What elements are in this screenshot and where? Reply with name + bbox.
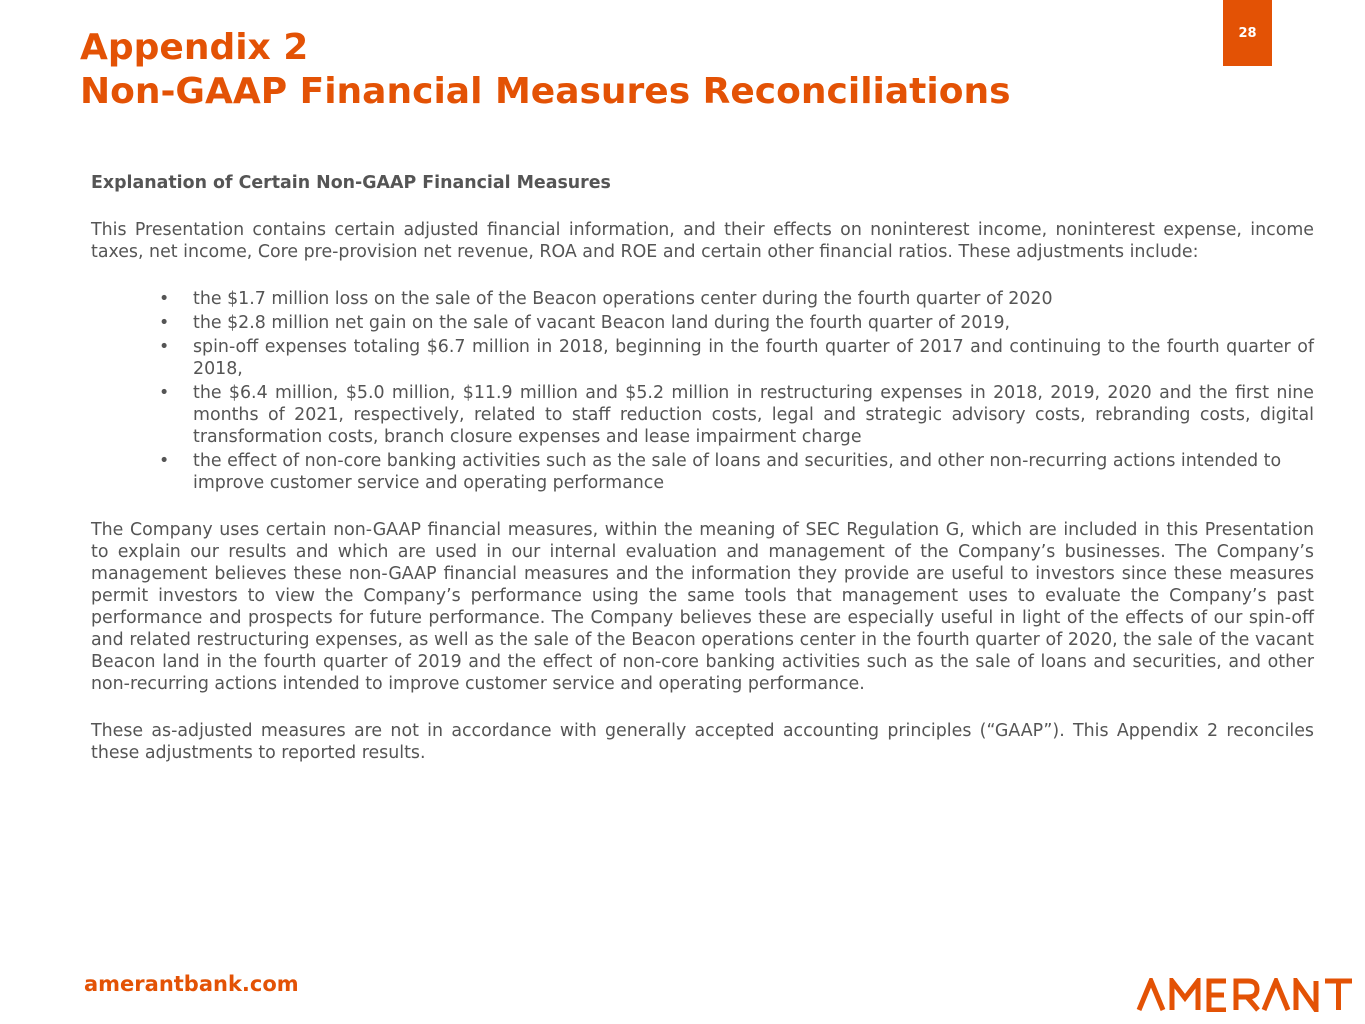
footer-website-link[interactable]: amerantbank.com: [84, 972, 299, 996]
list-item: • spin-off expenses totaling $6.7 million in 2018, beginning in the fourth quarter of 2017 and continuing to the fourth quarter of 2018,: [193, 336, 1314, 380]
list-item: • the $2.8 million net gain on the sale of vacant Beacon land during the fourth quarter of 2019,: [193, 312, 1314, 334]
adjustments-list: [91, 288, 1314, 494]
explanation-paragraph: The Company uses certain non-GAAP financial measures, within the meaning of SEC Regulation G, which are included in this Presentation to explain our results and which are used in our internal evaluation and management of the Company’s businesses. The Company’s management believes these non-GAAP financial measures and the information they provide are useful to investors since these measures permit investors to view the Company’s performance using the same tools that management uses to evaluate the Company’s past performance and prospects for future performance. The Company believes these are especially useful in light of the effects of our spin-off and related restructuring expenses, as well as the sale of the Beacon operations center in the fourth quarter of 2020, the sale of the vacant Beacon land in the fourth quarter of 2019 and the effect of non-core banking activities such as the sale of loans and securities, and other non-recurring actions intended to improve customer service and operating performance.: [91, 520, 1314, 694]
title-line-1: Appendix 2: [80, 27, 309, 68]
list-item: • the effect of non-core banking activities such as the sale of loans and securities, and other non-recurring actions intended to improve customer service and operating performance: [193, 450, 1314, 494]
gaap-note-paragraph: These as-adjusted measures are not in accordance with generally accepted accounting principles (“GAAP”). This Appendix 2 reconciles these adjustments to reported results.: [91, 721, 1314, 763]
amerant-logo: [1136, 978, 1356, 1012]
list-item: • the $1.7 million loss on the sale of the Beacon operations center during the fourth quarter of 2020: [193, 288, 1314, 310]
section-heading: Explanation of Certain Non-GAAP Financial Measures: [91, 173, 611, 193]
page-title: [80, 26, 1011, 114]
main-content: [91, 172, 1314, 764]
page-number: 28: [1238, 25, 1257, 41]
page-number-badge: [1223, 0, 1272, 66]
intro-paragraph: This Presentation contains certain adjusted financial information, and their effects on noninterest income, noninterest expense, income taxes, net income, Core pre-provision net revenue, ROA and ROE and certain other financial ratios. These adjustments include:: [91, 220, 1314, 262]
list-item: • the $6.4 million, $5.0 million, $11.9 million and $5.2 million in restructuring expenses in 2018, 2019, 2020 and the first nine months of 2021, respectively, related to staff reduction costs, legal and strategic advisory costs, rebranding costs, digital transformation costs, branch closure expenses and lease impairment charge: [193, 382, 1314, 448]
title-line-2: Non-GAAP Financial Measures Reconciliations: [80, 71, 1011, 112]
